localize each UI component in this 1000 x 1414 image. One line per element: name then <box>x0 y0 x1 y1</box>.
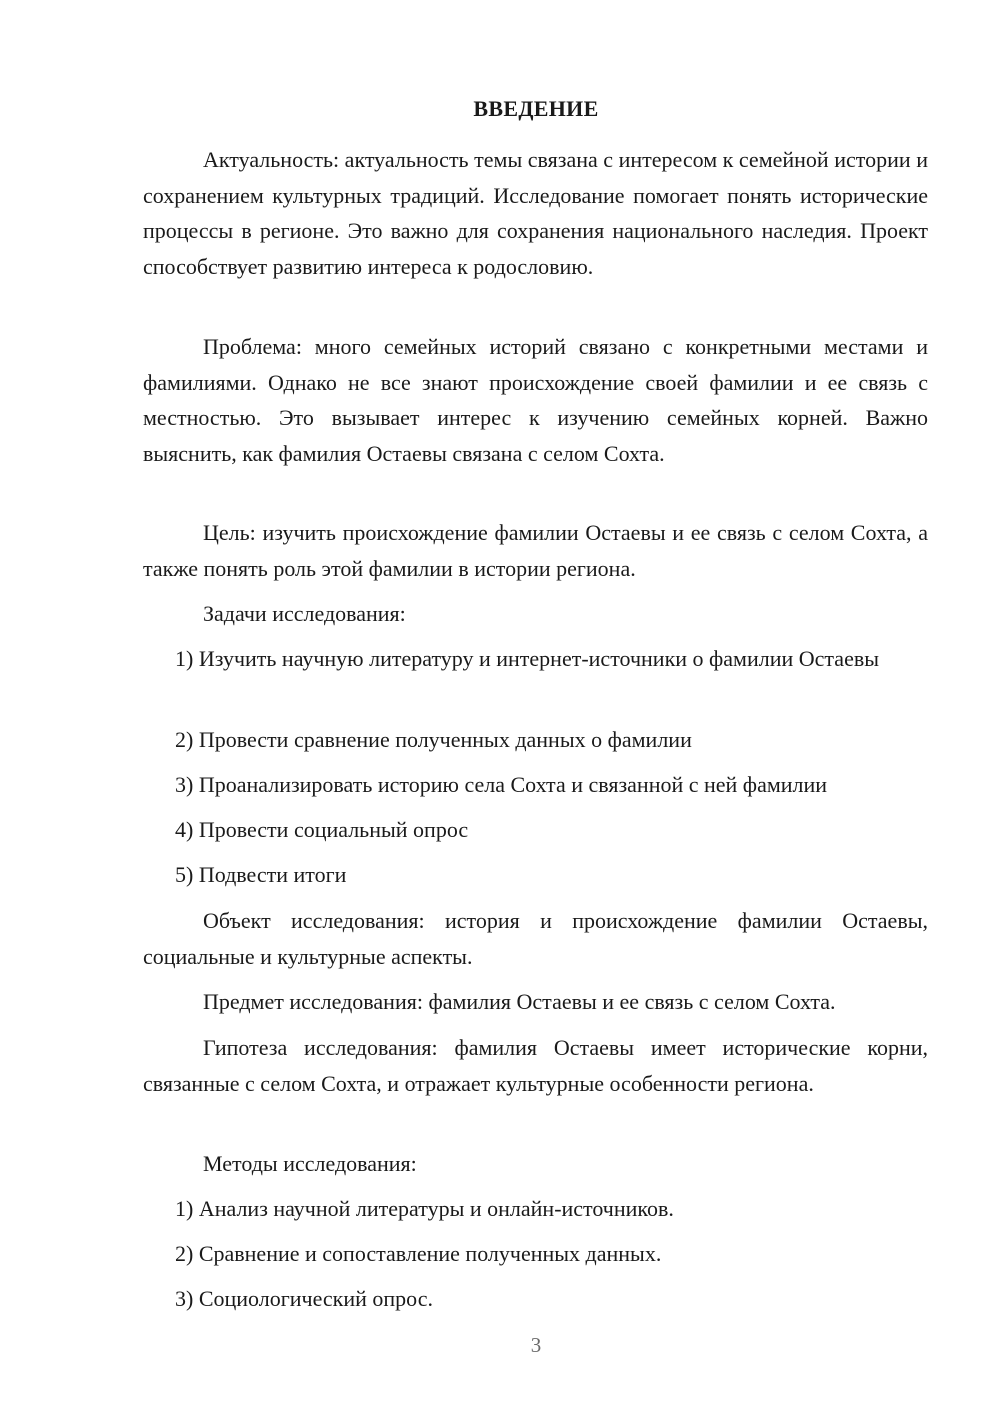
method-item: 3) Социологический опрос. <box>175 1286 433 1311</box>
relevance-paragraph: Актуальность: актуальность темы связана с интересом к семейной истории и сохранением культурных традиций. Исследование помогает понять исторические процессы в регионе. Это важно для сохранения национального наследия. Проект способствует развитию интереса к родословию. <box>143 147 928 279</box>
page-number: 3 <box>530 1333 542 1357</box>
object-paragraph: Объект исследования: история и происхождение фамилии Остаевы, социальные и культурные аспекты. <box>143 908 928 969</box>
subject-paragraph: Предмет исследования: фамилия Остаевы и ее связь с селом Сохта. <box>203 989 836 1014</box>
task-item: 5) Подвести итоги <box>175 862 347 887</box>
page-title: ВВЕДЕНИЕ <box>473 96 599 121</box>
goal-paragraph: Цель: изучить происхождение фамилии Остаевы и ее связь с селом Сохта, а также понять роль этой фамилии в истории региона. <box>143 520 928 581</box>
hypothesis-paragraph: Гипотеза исследования: фамилия Остаевы имеет исторические корни, связанные с селом Сохта, и отражает культурные особенности региона. <box>143 1035 928 1096</box>
problem-paragraph: Проблема: много семейных историй связано с конкретными местами и фамилиями. Однако не все знают происхождение своей фамилии и ее связь с местностью. Это вызывает интерес к изучению семейных корней. Важно выяснить, как фамилия Остаевы связана с селом Сохта. <box>143 334 928 466</box>
task-item: 4) Провести социальный опрос <box>175 817 469 842</box>
method-item: 1) Анализ научной литературы и онлайн-источников. <box>175 1196 674 1221</box>
methods-heading: Методы исследования: <box>203 1151 417 1176</box>
task-item: 2) Провести сравнение полученных данных о фамилии <box>175 727 692 752</box>
tasks-heading: Задачи исследования: <box>203 601 406 626</box>
task-item: 3) Проанализировать историю села Сохта и связанной с ней фамилии <box>175 772 828 797</box>
task-item: 1) Изучить научную литературу и интернет-источники о фамилии Остаевы <box>175 646 879 671</box>
method-item: 2) Сравнение и сопоставление полученных данных. <box>175 1241 662 1266</box>
